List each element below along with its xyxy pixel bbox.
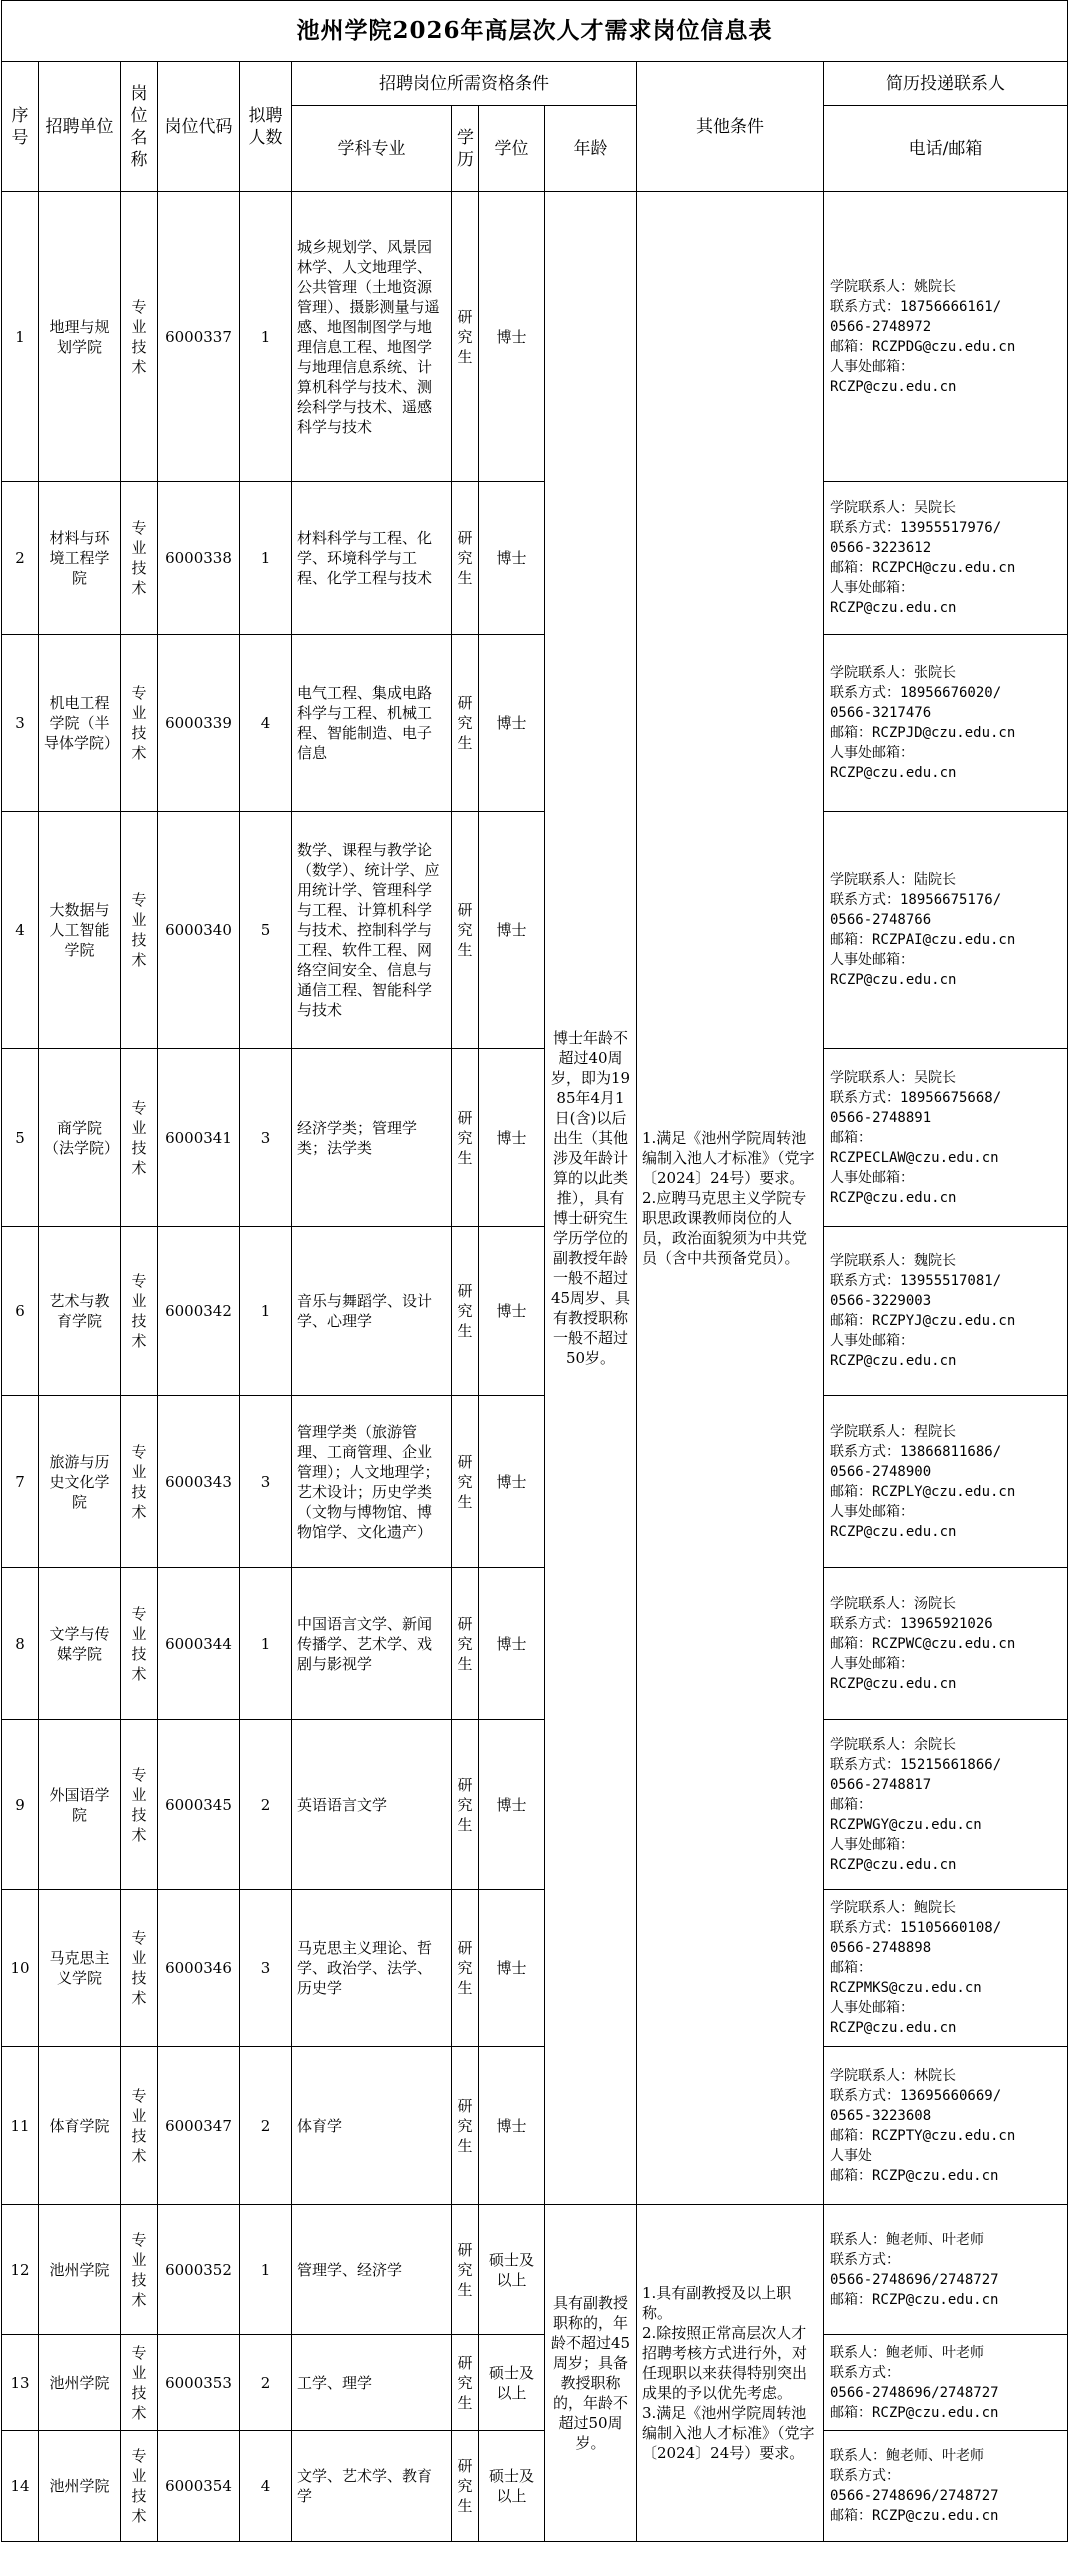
row-contact bbox=[824, 192, 1068, 482]
contact-line: 联系方式：15105660108/ bbox=[830, 1920, 1002, 1936]
row-seq: 14 bbox=[2, 2431, 39, 2542]
contact-line: 邮箱： bbox=[830, 1960, 872, 1976]
contact-line: 邮箱：RCZPJD@czu.edu.cn bbox=[830, 725, 1016, 741]
row-code: 6000344 bbox=[158, 1568, 240, 1720]
row-degree: 硕士及以上 bbox=[479, 2205, 545, 2335]
row-code: 6000347 bbox=[158, 2047, 240, 2205]
row-education: 研究生 bbox=[452, 812, 479, 1049]
row-contact bbox=[824, 482, 1068, 635]
row-seq: 3 bbox=[2, 635, 39, 812]
contact-line: 邮箱：RCZP@czu.edu.cn bbox=[830, 2291, 999, 2308]
header-contact-group: 简历投递联系人 bbox=[824, 62, 1068, 106]
contact-line: 联系方式：18956675176/ bbox=[830, 892, 1002, 908]
header-qualifications: 招聘岗位所需资格条件 bbox=[292, 62, 637, 106]
contact-line: 0566-2748898 bbox=[830, 1940, 932, 1956]
contact-line: 邮箱：RCZP@czu.edu.cn bbox=[830, 2508, 999, 2524]
contact-line: 人事处邮箱： bbox=[830, 358, 914, 375]
row-code: 6000337 bbox=[158, 192, 240, 482]
table-row bbox=[2, 2205, 1068, 2335]
table-row bbox=[2, 192, 1068, 482]
row-degree: 博士 bbox=[479, 1890, 545, 2047]
row-code: 6000352 bbox=[158, 2205, 240, 2335]
header-unit: 招聘单位 bbox=[39, 62, 121, 192]
row-education: 研究生 bbox=[452, 1227, 479, 1396]
contact-line: 0566-2748817 bbox=[830, 1776, 932, 1793]
row-count: 1 bbox=[240, 1227, 292, 1396]
row-post: 专业技术 bbox=[121, 192, 158, 482]
row-contact bbox=[824, 2335, 1068, 2431]
header-education: 学历 bbox=[452, 106, 479, 192]
contact-line: 联系方式：13866811686/ bbox=[830, 1443, 1002, 1460]
contact-line: 联系方式：18956676020/ bbox=[830, 685, 1002, 701]
row-post: 专业技术 bbox=[121, 1720, 158, 1890]
contact-line: 学院联系人：吴院长 bbox=[830, 500, 956, 516]
header-other: 其他条件 bbox=[637, 62, 824, 192]
table-row bbox=[2, 2431, 1068, 2542]
row-seq: 11 bbox=[2, 2047, 39, 2205]
age-note-doctor: 博士年龄不超过40周岁，即为1985年4月1日(含)以后出生（其他涉及年龄计算的以此类推），具有博士研究生学历学位的副教授年龄一般不超过45周岁、具有教授职称一般不超过50岁。 bbox=[545, 192, 637, 2205]
row-major: 电气工程、集成电路科学与工程、机械工程、智能制造、电子信息 bbox=[292, 635, 452, 812]
row-count: 1 bbox=[240, 2205, 292, 2335]
row-post: 专业技术 bbox=[121, 1227, 158, 1396]
contact-line: 联系方式： bbox=[830, 2251, 900, 2268]
row-post: 专业技术 bbox=[121, 2047, 158, 2205]
row-unit: 艺术与教育学院 bbox=[39, 1227, 121, 1396]
contact-line: 联系方式：18956675668/ bbox=[830, 1089, 1002, 1106]
row-education: 研究生 bbox=[452, 1720, 479, 1890]
contact-line: 学院联系人：鲍院长 bbox=[830, 1900, 956, 1916]
row-code: 6000346 bbox=[158, 1890, 240, 2047]
contact-line: 学院联系人：程院长 bbox=[830, 1423, 956, 1440]
row-unit: 地理与规划学院 bbox=[39, 192, 121, 482]
row-contact bbox=[824, 1720, 1068, 1890]
contact-line: 人事处邮箱： bbox=[830, 1836, 914, 1853]
contact-line: 邮箱： bbox=[830, 1796, 872, 1813]
row-post: 专业技术 bbox=[121, 2335, 158, 2431]
table-row bbox=[2, 482, 1068, 635]
row-count: 5 bbox=[240, 812, 292, 1049]
row-post: 专业技术 bbox=[121, 482, 158, 635]
contact-line: 人事处邮箱： bbox=[830, 1655, 914, 1672]
row-contact bbox=[824, 1396, 1068, 1568]
row-post: 专业技术 bbox=[121, 1049, 158, 1227]
row-count: 3 bbox=[240, 1396, 292, 1568]
row-contact bbox=[824, 2431, 1068, 2542]
row-major: 城乡规划学、风景园林学、人文地理学、公共管理（土地资源管理）、摄影测量与遥感、地图制图学与地理信息工程、地图学与地理信息系统、计算机科学与技术、测绘科学与技术、遥感科学与技术 bbox=[292, 192, 452, 482]
table-row bbox=[2, 1396, 1068, 1568]
row-degree: 硕士及以上 bbox=[479, 2335, 545, 2431]
contact-line: 邮箱：RCZPTY@czu.edu.cn bbox=[830, 2127, 1016, 2144]
contact-line: RCZPMKS@czu.edu.cn bbox=[830, 1980, 982, 1996]
contact-line: 联系人：鲍老师、叶老师 bbox=[830, 2448, 984, 2464]
row-seq: 7 bbox=[2, 1396, 39, 1568]
contact-line: 0566-2748891 bbox=[830, 1109, 932, 1126]
row-education: 研究生 bbox=[452, 2205, 479, 2335]
row-seq: 6 bbox=[2, 1227, 39, 1396]
row-contact bbox=[824, 812, 1068, 1049]
row-major: 英语语言文学 bbox=[292, 1720, 452, 1890]
table-row bbox=[2, 1890, 1068, 2047]
row-degree: 博士 bbox=[479, 1049, 545, 1227]
row-count: 4 bbox=[240, 635, 292, 812]
contact-line: 邮箱：RCZPAI@czu.edu.cn bbox=[830, 932, 1016, 948]
row-seq: 5 bbox=[2, 1049, 39, 1227]
contact-line: 学院联系人：汤院长 bbox=[830, 1595, 956, 1612]
contact-line: 邮箱：RCZPYJ@czu.edu.cn bbox=[830, 1313, 1016, 1329]
row-seq: 8 bbox=[2, 1568, 39, 1720]
contact-line: 0566-2748972 bbox=[830, 318, 932, 335]
row-major: 经济学类；管理学类；法学类 bbox=[292, 1049, 452, 1227]
row-degree: 博士 bbox=[479, 812, 545, 1049]
row-seq: 4 bbox=[2, 812, 39, 1049]
row-post: 专业技术 bbox=[121, 2205, 158, 2335]
row-post: 专业技术 bbox=[121, 812, 158, 1049]
contact-line: RCZP@czu.edu.cn bbox=[830, 600, 957, 616]
row-contact bbox=[824, 1227, 1068, 1396]
header-degree: 学位 bbox=[479, 106, 545, 192]
contact-line: 人事处邮箱： bbox=[830, 1333, 914, 1349]
header-code: 岗位代码 bbox=[158, 62, 240, 192]
contact-line: 学院联系人：林院长 bbox=[830, 2067, 956, 2084]
table-row bbox=[2, 1568, 1068, 1720]
contact-line: RCZP@czu.edu.cn bbox=[830, 972, 957, 988]
header-age: 年龄 bbox=[545, 106, 637, 192]
contact-line: 学院联系人：陆院长 bbox=[830, 872, 956, 888]
contact-line: 邮箱： bbox=[830, 1129, 872, 1146]
header-post: 岗位名称 bbox=[121, 62, 158, 192]
row-major: 中国语言文学、新闻传播学、艺术学、戏剧与影视学 bbox=[292, 1568, 452, 1720]
row-education: 研究生 bbox=[452, 635, 479, 812]
row-post: 专业技术 bbox=[121, 1890, 158, 2047]
row-code: 6000341 bbox=[158, 1049, 240, 1227]
row-degree: 博士 bbox=[479, 635, 545, 812]
row-count: 1 bbox=[240, 192, 292, 482]
contact-line: 0566-2748696/2748727 bbox=[830, 2271, 999, 2288]
row-education: 研究生 bbox=[452, 1568, 479, 1720]
row-major: 管理学、经济学 bbox=[292, 2205, 452, 2335]
row-count: 2 bbox=[240, 2047, 292, 2205]
contact-line: 人事处邮箱： bbox=[830, 1503, 914, 1520]
header-count: 拟聘人数 bbox=[240, 62, 292, 192]
row-education: 研究生 bbox=[452, 192, 479, 482]
row-seq: 2 bbox=[2, 482, 39, 635]
contact-line: 学院联系人：姚院长 bbox=[830, 278, 956, 295]
row-code: 6000340 bbox=[158, 812, 240, 1049]
row-contact bbox=[824, 1890, 1068, 2047]
row-education: 研究生 bbox=[452, 1049, 479, 1227]
recruitment-table bbox=[1, 0, 1068, 2542]
contact-line: 人事处邮箱： bbox=[830, 745, 914, 761]
contact-line: 邮箱：RCZP@czu.edu.cn bbox=[830, 2167, 999, 2184]
row-seq: 12 bbox=[2, 2205, 39, 2335]
row-unit: 大数据与人工智能学院 bbox=[39, 812, 121, 1049]
header-seq: 序号 bbox=[2, 62, 39, 192]
row-seq: 1 bbox=[2, 192, 39, 482]
row-code: 6000339 bbox=[158, 635, 240, 812]
contact-line: 学院联系人：张院长 bbox=[830, 665, 956, 681]
contact-line: 联系人：鲍老师、叶老师 bbox=[830, 2231, 984, 2248]
contact-line: 联系方式： bbox=[830, 2468, 900, 2484]
row-seq: 10 bbox=[2, 1890, 39, 2047]
row-major: 马克思主义理论、哲学、政治学、法学、历史学 bbox=[292, 1890, 452, 2047]
row-degree: 博士 bbox=[479, 1227, 545, 1396]
contact-line: RCZP@czu.edu.cn bbox=[830, 765, 957, 781]
table-row bbox=[2, 812, 1068, 1049]
row-seq: 9 bbox=[2, 1720, 39, 1890]
row-major: 材料科学与工程、化学、环境科学与工程、化学工程与技术 bbox=[292, 482, 452, 635]
row-education: 研究生 bbox=[452, 482, 479, 635]
contact-line: 0566-2748696/2748727 bbox=[830, 2384, 999, 2401]
contact-line: RCZP@czu.edu.cn bbox=[830, 2020, 957, 2036]
row-count: 3 bbox=[240, 1049, 292, 1227]
row-unit: 池州学院 bbox=[39, 2335, 121, 2431]
row-code: 6000342 bbox=[158, 1227, 240, 1396]
contact-line: 联系方式：13955517976/ bbox=[830, 520, 1002, 536]
contact-line: 0565-3223608 bbox=[830, 2107, 932, 2124]
row-education: 研究生 bbox=[452, 1396, 479, 1568]
contact-line: 人事处邮箱： bbox=[830, 2000, 914, 2016]
other-note-associate: 1.具有副教授及以上职称。 2.除按照正常高层次人才招聘考核方式进行外，对任现职以来获得特别突出成果的予以优先考虑。 3.满足《池州学院周转池编制入池人才标准》（党字〔2024〕24号）要求。 bbox=[637, 2205, 824, 2542]
contact-line: 邮箱：RCZPCH@czu.edu.cn bbox=[830, 560, 1016, 576]
contact-line: 学院联系人：魏院长 bbox=[830, 1253, 956, 1269]
row-degree: 博士 bbox=[479, 192, 545, 482]
row-code: 6000345 bbox=[158, 1720, 240, 1890]
table-row bbox=[2, 1049, 1068, 1227]
row-code: 6000354 bbox=[158, 2431, 240, 2542]
contact-line: RCZPECLAW@czu.edu.cn bbox=[830, 1149, 999, 1166]
row-education: 研究生 bbox=[452, 1890, 479, 2047]
row-education: 研究生 bbox=[452, 2335, 479, 2431]
contact-line: 邮箱：RCZPDG@czu.edu.cn bbox=[830, 338, 1016, 355]
row-degree: 博士 bbox=[479, 1568, 545, 1720]
row-seq: 13 bbox=[2, 2335, 39, 2431]
contact-line: 邮箱：RCZP@czu.edu.cn bbox=[830, 2404, 999, 2421]
row-degree: 硕士及以上 bbox=[479, 2431, 545, 2542]
table-row bbox=[2, 1720, 1068, 1890]
row-degree: 博士 bbox=[479, 482, 545, 635]
row-unit: 池州学院 bbox=[39, 2431, 121, 2542]
row-code: 6000353 bbox=[158, 2335, 240, 2431]
contact-line: 联系方式：15215661866/ bbox=[830, 1756, 1002, 1773]
contact-line: 0566-3217476 bbox=[830, 705, 932, 721]
row-code: 6000343 bbox=[158, 1396, 240, 1568]
contact-line: 邮箱：RCZPWC@czu.edu.cn bbox=[830, 1635, 1016, 1652]
row-unit: 机电工程学院（半导体学院） bbox=[39, 635, 121, 812]
contact-line: 邮箱：RCZPLY@czu.edu.cn bbox=[830, 1483, 1016, 1500]
row-post: 专业技术 bbox=[121, 1568, 158, 1720]
row-contact bbox=[824, 2047, 1068, 2205]
row-count: 2 bbox=[240, 2335, 292, 2431]
row-major: 音乐与舞蹈学、设计学、心理学 bbox=[292, 1227, 452, 1396]
row-unit: 体育学院 bbox=[39, 2047, 121, 2205]
contact-line: RCZP@czu.edu.cn bbox=[830, 1675, 957, 1692]
row-post: 专业技术 bbox=[121, 2431, 158, 2542]
table-row bbox=[2, 2335, 1068, 2431]
contact-line: 人事处邮箱： bbox=[830, 580, 914, 596]
contact-line: 0566-2748696/2748727 bbox=[830, 2488, 999, 2504]
contact-line: 学院联系人：余院长 bbox=[830, 1736, 956, 1753]
row-major: 文学、艺术学、教育学 bbox=[292, 2431, 452, 2542]
contact-line: 人事处 bbox=[830, 2147, 872, 2164]
row-contact bbox=[824, 1568, 1068, 1720]
row-post: 专业技术 bbox=[121, 635, 158, 812]
contact-line: 0566-3229003 bbox=[830, 1293, 932, 1309]
row-major: 工学、理学 bbox=[292, 2335, 452, 2431]
contact-line: 联系方式：13695660669/ bbox=[830, 2087, 1002, 2104]
row-unit: 商学院（法学院） bbox=[39, 1049, 121, 1227]
row-contact bbox=[824, 1049, 1068, 1227]
row-unit: 文学与传媒学院 bbox=[39, 1568, 121, 1720]
contact-line: 联系人：鲍老师、叶老师 bbox=[830, 2344, 984, 2361]
row-unit: 旅游与历史文化学院 bbox=[39, 1396, 121, 1568]
table-row bbox=[2, 2047, 1068, 2205]
row-contact bbox=[824, 635, 1068, 812]
age-note-associate: 具有副教授职称的，年龄不超过45周岁；具备教授职称的，年龄不超过50周岁。 bbox=[545, 2205, 637, 2542]
page-title: 池州学院2026年高层次人才需求岗位信息表 bbox=[2, 1, 1068, 62]
row-unit: 池州学院 bbox=[39, 2205, 121, 2335]
contact-line: 0566-3223612 bbox=[830, 540, 932, 556]
row-count: 2 bbox=[240, 1720, 292, 1890]
row-major: 数学、课程与教学论（数学）、统计学、应用统计学、管理科学与工程、计算机科学与技术、控制科学与工程、软件工程、网络空间安全、信息与通信工程、智能科学与技术 bbox=[292, 812, 452, 1049]
contact-line: 人事处邮箱： bbox=[830, 952, 914, 968]
contact-line: 联系方式：13955517081/ bbox=[830, 1273, 1002, 1289]
contact-line: RCZP@czu.edu.cn bbox=[830, 1189, 957, 1206]
row-count: 3 bbox=[240, 1890, 292, 2047]
row-degree: 博士 bbox=[479, 1720, 545, 1890]
contact-line: RCZP@czu.edu.cn bbox=[830, 378, 957, 395]
contact-line: RCZP@czu.edu.cn bbox=[830, 1856, 957, 1873]
contact-line: 0566-2748900 bbox=[830, 1463, 932, 1480]
row-count: 1 bbox=[240, 482, 292, 635]
row-education: 研究生 bbox=[452, 2047, 479, 2205]
contact-line: 联系方式：18756666161/ bbox=[830, 298, 1002, 315]
contact-line: 学院联系人：吴院长 bbox=[830, 1069, 956, 1086]
row-degree: 博士 bbox=[479, 1396, 545, 1568]
row-unit: 马克思主义学院 bbox=[39, 1890, 121, 2047]
row-count: 1 bbox=[240, 1568, 292, 1720]
row-post: 专业技术 bbox=[121, 1396, 158, 1568]
row-contact bbox=[824, 2205, 1068, 2335]
contact-line: 联系方式：13965921026 bbox=[830, 1615, 993, 1632]
contact-line: RCZPWGY@czu.edu.cn bbox=[830, 1816, 982, 1833]
contact-line: RCZP@czu.edu.cn bbox=[830, 1353, 957, 1369]
row-major: 体育学 bbox=[292, 2047, 452, 2205]
row-count: 4 bbox=[240, 2431, 292, 2542]
header-major: 学科专业 bbox=[292, 106, 452, 192]
contact-line: 联系方式： bbox=[830, 2364, 900, 2381]
contact-line: 0566-2748766 bbox=[830, 912, 932, 928]
row-degree: 博士 bbox=[479, 2047, 545, 2205]
contact-line: 人事处邮箱： bbox=[830, 1169, 914, 1186]
row-education: 研究生 bbox=[452, 2431, 479, 2542]
table-row bbox=[2, 635, 1068, 812]
row-unit: 材料与环境工程学院 bbox=[39, 482, 121, 635]
header-contact: 电话/邮箱 bbox=[824, 106, 1068, 192]
other-note-doctor: 1.满足《池州学院周转池编制入池人才标准》（党字〔2024〕24号）要求。 2.应聘马克思主义学院专职思政课教师岗位的人员，政治面貌须为中共党员（含中共预备党员）。 bbox=[637, 192, 824, 2205]
table-row bbox=[2, 1227, 1068, 1396]
row-code: 6000338 bbox=[158, 482, 240, 635]
row-major: 管理学类（旅游管理、工商管理、企业管理）；人文地理学；艺术设计；历史学类（文物与博物馆、博物馆学、文化遗产） bbox=[292, 1396, 452, 1568]
contact-line: RCZP@czu.edu.cn bbox=[830, 1523, 957, 1540]
row-unit: 外国语学院 bbox=[39, 1720, 121, 1890]
